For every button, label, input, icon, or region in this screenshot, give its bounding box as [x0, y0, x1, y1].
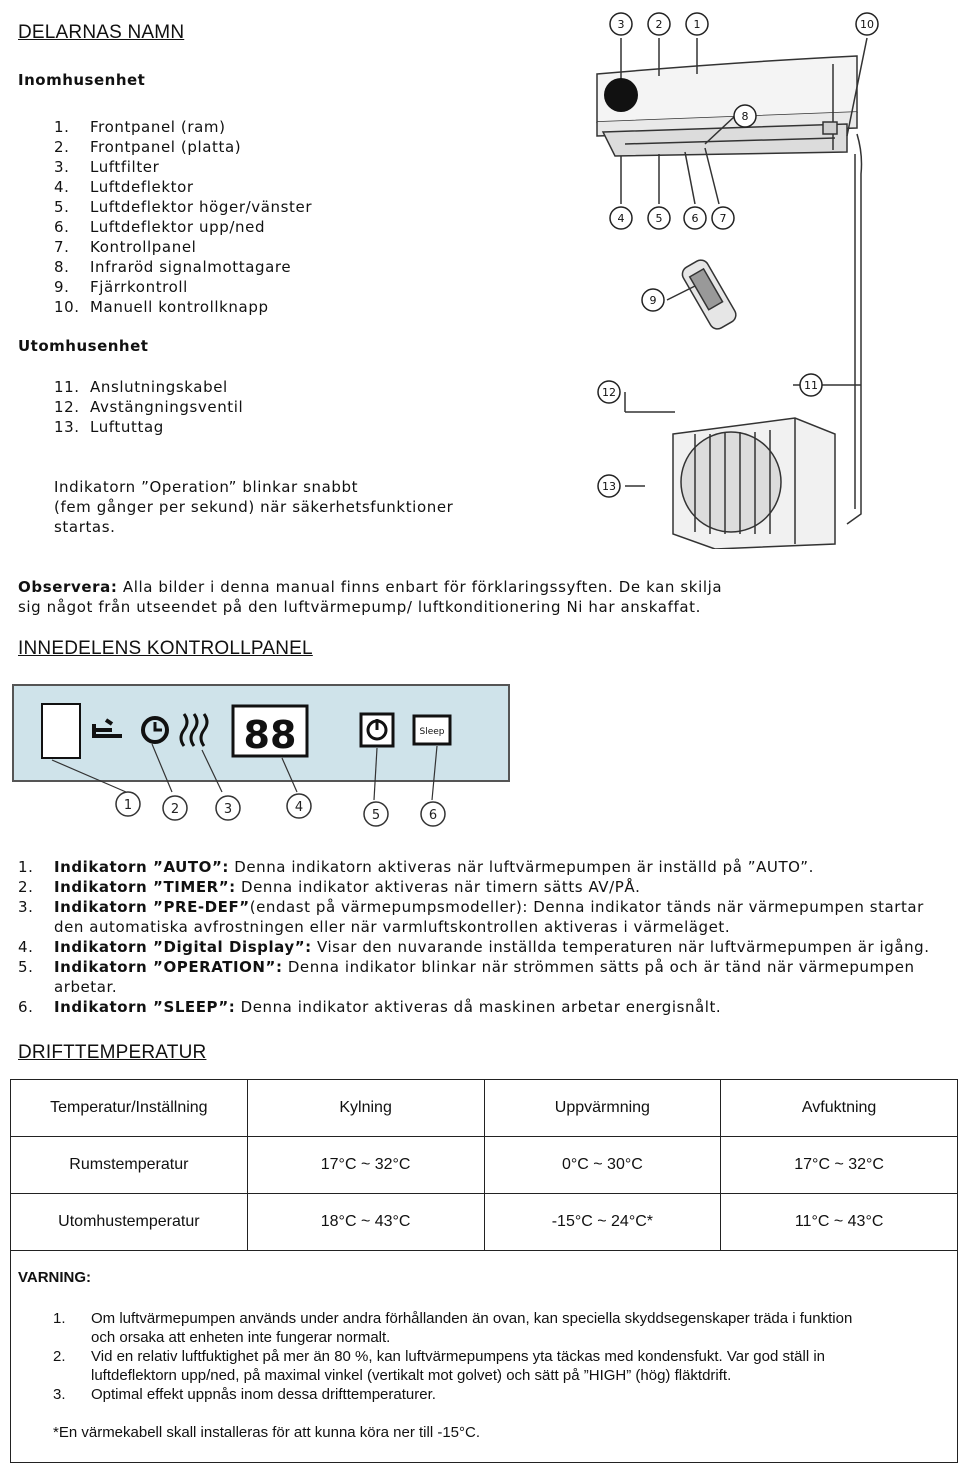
indicator-name: PRE-DEF [163, 898, 240, 916]
panel-callout-label: 2 [170, 802, 180, 817]
indicator-name: TIMER [163, 878, 219, 896]
list-item [54, 157, 312, 177]
list-item-number: 6. [54, 218, 70, 236]
diagram-callout [734, 105, 756, 127]
panel-callout [421, 802, 445, 826]
list-item-number: 8. [54, 258, 70, 276]
outdoor-parts-list [54, 377, 243, 437]
indicator-number: 1. [18, 858, 34, 876]
list-item [54, 177, 312, 197]
list-item [54, 117, 312, 137]
control-panel-title: INNEDELENS KONTROLLPANEL [18, 638, 313, 659]
list-item [54, 137, 312, 157]
diagram-callout [610, 13, 632, 35]
outdoor-fan [681, 432, 781, 532]
list-item-number: 9. [54, 278, 70, 296]
warning-item-number: 3. [53, 1386, 66, 1403]
diagram-callout [598, 475, 620, 497]
warning-item-number: 2. [53, 1348, 66, 1365]
indicator-prefix: Indikatorn ” [54, 938, 164, 956]
indicator-text: Denna indikatorn aktiveras när luftvärmepumpen är inställd på ”AUTO”. [228, 858, 814, 876]
diagram-callout [648, 207, 670, 229]
indicator-suffix: ”: [218, 998, 236, 1016]
panel-callout [216, 796, 240, 820]
diagram-callout [598, 381, 620, 403]
table-row [11, 1137, 958, 1194]
list-item [54, 297, 312, 317]
list-item-number: 11. [54, 378, 80, 396]
indicator-prefix: Indikatorn ” [54, 878, 164, 896]
diagram-callout-label: 2 [655, 18, 663, 31]
indicator-text: den automatiska avfrostningen eller när varmluftskontrollen aktiveras i värmeläget. [54, 918, 731, 936]
table-cell: 18°C ~ 43°C [247, 1194, 484, 1251]
table-header-cell: Uppvärmning [484, 1080, 721, 1137]
warning-item-text: Om luftvärmepumpen används under andra förhållanden än ovan, kan speciella skyddsegenskaper träda i funktion [91, 1310, 853, 1327]
indicator-list [18, 857, 958, 1017]
list-item-label: Manuell kontrollknapp [90, 298, 269, 316]
warning-item-number: 1. [53, 1310, 66, 1327]
diagram-callout-label: 9 [649, 294, 657, 307]
list-item-label: Kontrollpanel [90, 238, 197, 256]
diagram-callout-label: 5 [655, 212, 663, 225]
panel-callout [163, 796, 187, 820]
list-item-number: 5. [54, 198, 70, 216]
list-item-label: Fjärrkontroll [90, 278, 188, 296]
table-cell: 17°C ~ 32°C [721, 1137, 958, 1194]
table-cell: 17°C ~ 32°C [247, 1137, 484, 1194]
indicator-name: AUTO [163, 858, 212, 876]
indicator-number: 4. [18, 938, 34, 956]
panel-callout [287, 794, 311, 818]
diagram-callout [642, 289, 664, 311]
indicator-text: Denna indikator aktiveras då maskinen arbetar energisnålt. [235, 998, 722, 1016]
indicator-name: OPERATION [163, 958, 266, 976]
drift-temperature-table [10, 1079, 958, 1251]
list-item [54, 377, 243, 397]
observe-line-2: sig något från utseendet på den luftvärmepump/ luftkonditionering Ni har anskaffat. [18, 598, 701, 616]
table-cell: Rumstemperatur [11, 1137, 248, 1194]
list-item-label: Avstängningsventil [90, 398, 244, 416]
diagram-callout-label: 13 [602, 480, 616, 493]
observe-line-1: Alla bilder i denna manual finns enbart för förklaringssyften. De kan skilja [117, 578, 723, 596]
diagram-callout [648, 13, 670, 35]
list-item [54, 397, 243, 417]
panel-callout-label: 5 [371, 808, 381, 823]
warning-item-text: Optimal effekt uppnås inom dessa drifttemperaturer. [91, 1386, 436, 1403]
list-item-number: 2. [54, 138, 70, 156]
unit-diagram [585, 4, 885, 549]
indicator-number: 6. [18, 998, 34, 1016]
control-panel-diagram [12, 684, 512, 834]
indicator-number: 3. [18, 898, 34, 916]
panel-callout [116, 792, 140, 816]
sleep-label: Sleep [419, 727, 445, 737]
indicator-suffix: ”: [265, 958, 283, 976]
table-header-cell: Kylning [247, 1080, 484, 1137]
display-digits: 88 [243, 713, 297, 757]
table-cell: Utomhustemperatur [11, 1194, 248, 1251]
diagram-callout-label: 4 [617, 212, 625, 225]
list-item [54, 237, 312, 257]
indicator-suffix: ” [239, 898, 250, 916]
observe-label: Observera: [18, 578, 118, 596]
operation-note-line: Indikatorn ”Operation” blinkar snabbt [54, 478, 359, 496]
warning-box [10, 1251, 958, 1463]
list-item-label: Luftuttag [90, 418, 164, 436]
indicator-item [18, 897, 958, 937]
diagram-callout-label: 7 [719, 212, 727, 225]
table-header-row [11, 1080, 958, 1137]
indoor-parts-list [54, 117, 312, 317]
indicator-suffix: ”: [211, 858, 229, 876]
indicator-prefix: Indikatorn ” [54, 958, 164, 976]
warning-title: VARNING: [18, 1269, 92, 1286]
panel-callout-label: 3 [223, 802, 233, 817]
auto-window [42, 704, 80, 758]
indicator-text: Denna indikator blinkar när strömmen sätts på och är tänd när värmepumpen [282, 958, 915, 976]
indicator-number: 5. [18, 958, 34, 976]
indicator-prefix: Indikatorn ” [54, 898, 164, 916]
warning-item [53, 1309, 933, 1347]
diagram-callout-label: 8 [741, 110, 749, 123]
warning-item-text: och orsaka att enheten inte fungerar normalt. [91, 1329, 391, 1346]
manual-button [823, 122, 837, 134]
warning-item-text: Vid en relativ luftfuktighet på mer än 80 %, kan luftvärmepumpens yta täckas med kondensfukt. Var god ställ in [91, 1348, 826, 1365]
table-cell: -15°C ~ 24°C* [484, 1194, 721, 1251]
indicator-name: Digital Display [163, 938, 295, 956]
diagram-callout [684, 207, 706, 229]
warning-footnote: *En värmekabell skall installeras för att kunna köra ner till -15°C. [53, 1424, 481, 1441]
indicator-item [18, 877, 958, 897]
list-item-number: 4. [54, 178, 70, 196]
list-item-label: Frontpanel (ram) [90, 118, 226, 136]
list-item [54, 217, 312, 237]
diagram-callout [712, 207, 734, 229]
list-item-label: Frontpanel (platta) [90, 138, 242, 156]
panel-callout-label: 4 [294, 800, 304, 815]
remote-control [680, 257, 739, 332]
indicator-suffix: ”: [294, 938, 312, 956]
indicator-text: arbetar. [54, 978, 118, 996]
list-item-number: 10. [54, 298, 80, 316]
table-row [11, 1194, 958, 1251]
diagram-callout [800, 374, 822, 396]
indicator-number: 2. [18, 878, 34, 896]
diagram-callout-label: 12 [602, 386, 616, 399]
panel-callout-label: 1 [123, 798, 133, 813]
indicator-suffix: ”: [218, 878, 236, 896]
indicator-prefix: Indikatorn ” [54, 858, 164, 876]
indoor-unit-title: Inomhusenhet [18, 71, 146, 89]
list-item-label: Luftfilter [90, 158, 160, 176]
list-item-label: Anslutningskabel [90, 378, 228, 396]
list-item-label: Infraröd signalmottagare [90, 258, 292, 276]
operation-note-line: startas. [54, 518, 116, 536]
list-item [54, 197, 312, 217]
indicator-item [18, 997, 958, 1017]
list-item-label: Luftdeflektor höger/vänster [90, 198, 313, 216]
indicator-item [18, 957, 958, 997]
panel-callout-label: 6 [428, 808, 438, 823]
diagram-callout-label: 1 [693, 18, 701, 31]
diagram-callout-label: 11 [804, 379, 818, 392]
diagram-callout [686, 13, 708, 35]
diagram-callout-label: 6 [691, 212, 699, 225]
warning-item-text: luftdeflektorn upp/ned, på maximal vinkel (vertikalt mot golvet) och sätt på ”HIGH” (hög) fläktdrift. [91, 1367, 732, 1384]
list-item-number: 1. [54, 118, 70, 136]
indicator-name: SLEEP [163, 998, 219, 1016]
operation-note [54, 477, 453, 537]
indicator-item [18, 937, 958, 957]
table-header-cell: Avfuktning [721, 1080, 958, 1137]
section-title-parts: DELARNAS NAMN [18, 22, 185, 43]
table-cell: 0°C ~ 30°C [484, 1137, 721, 1194]
list-item-number: 3. [54, 158, 70, 176]
drift-title: DRIFTTEMPERATUR [18, 1042, 207, 1063]
operation-note-line: (fem gånger per sekund) när säkerhetsfunktioner [54, 498, 454, 516]
warning-item [53, 1347, 933, 1385]
list-item [54, 257, 312, 277]
panel-callouts [116, 792, 445, 826]
outdoor-unit-title: Utomhusenhet [18, 337, 149, 355]
indicator-item [18, 857, 958, 877]
panel-callout [364, 802, 388, 826]
indicator-prefix: Indikatorn ” [54, 998, 164, 1016]
diagram-callout-label: 3 [617, 18, 625, 31]
list-item [54, 417, 243, 437]
indicator-text: Visar den nuvarande inställda temperaturen när luftvärmepumpen är igång. [311, 938, 930, 956]
diagram-callout [856, 13, 878, 35]
indicator-text: (endast på värmepumpsmodeller): Denna indikator tänds när värmepumpen startar [249, 898, 924, 916]
list-item-number: 7. [54, 238, 70, 256]
list-item-label: Luftdeflektor [90, 178, 194, 196]
diagram-callout [610, 207, 632, 229]
observe-note [18, 577, 722, 617]
list-item-number: 13. [54, 418, 80, 436]
diagram-callout-label: 10 [860, 18, 874, 31]
warning-item [53, 1385, 933, 1404]
filter-dot [604, 78, 638, 112]
list-item-number: 12. [54, 398, 80, 416]
table-header-cell: Temperatur/Inställning [11, 1080, 248, 1137]
indicator-text: Denna indikator aktiveras när timern sätts AV/PÅ. [235, 878, 641, 896]
list-item-label: Luftdeflektor upp/ned [90, 218, 266, 236]
list-item [54, 277, 312, 297]
table-cell: 11°C ~ 43°C [721, 1194, 958, 1251]
